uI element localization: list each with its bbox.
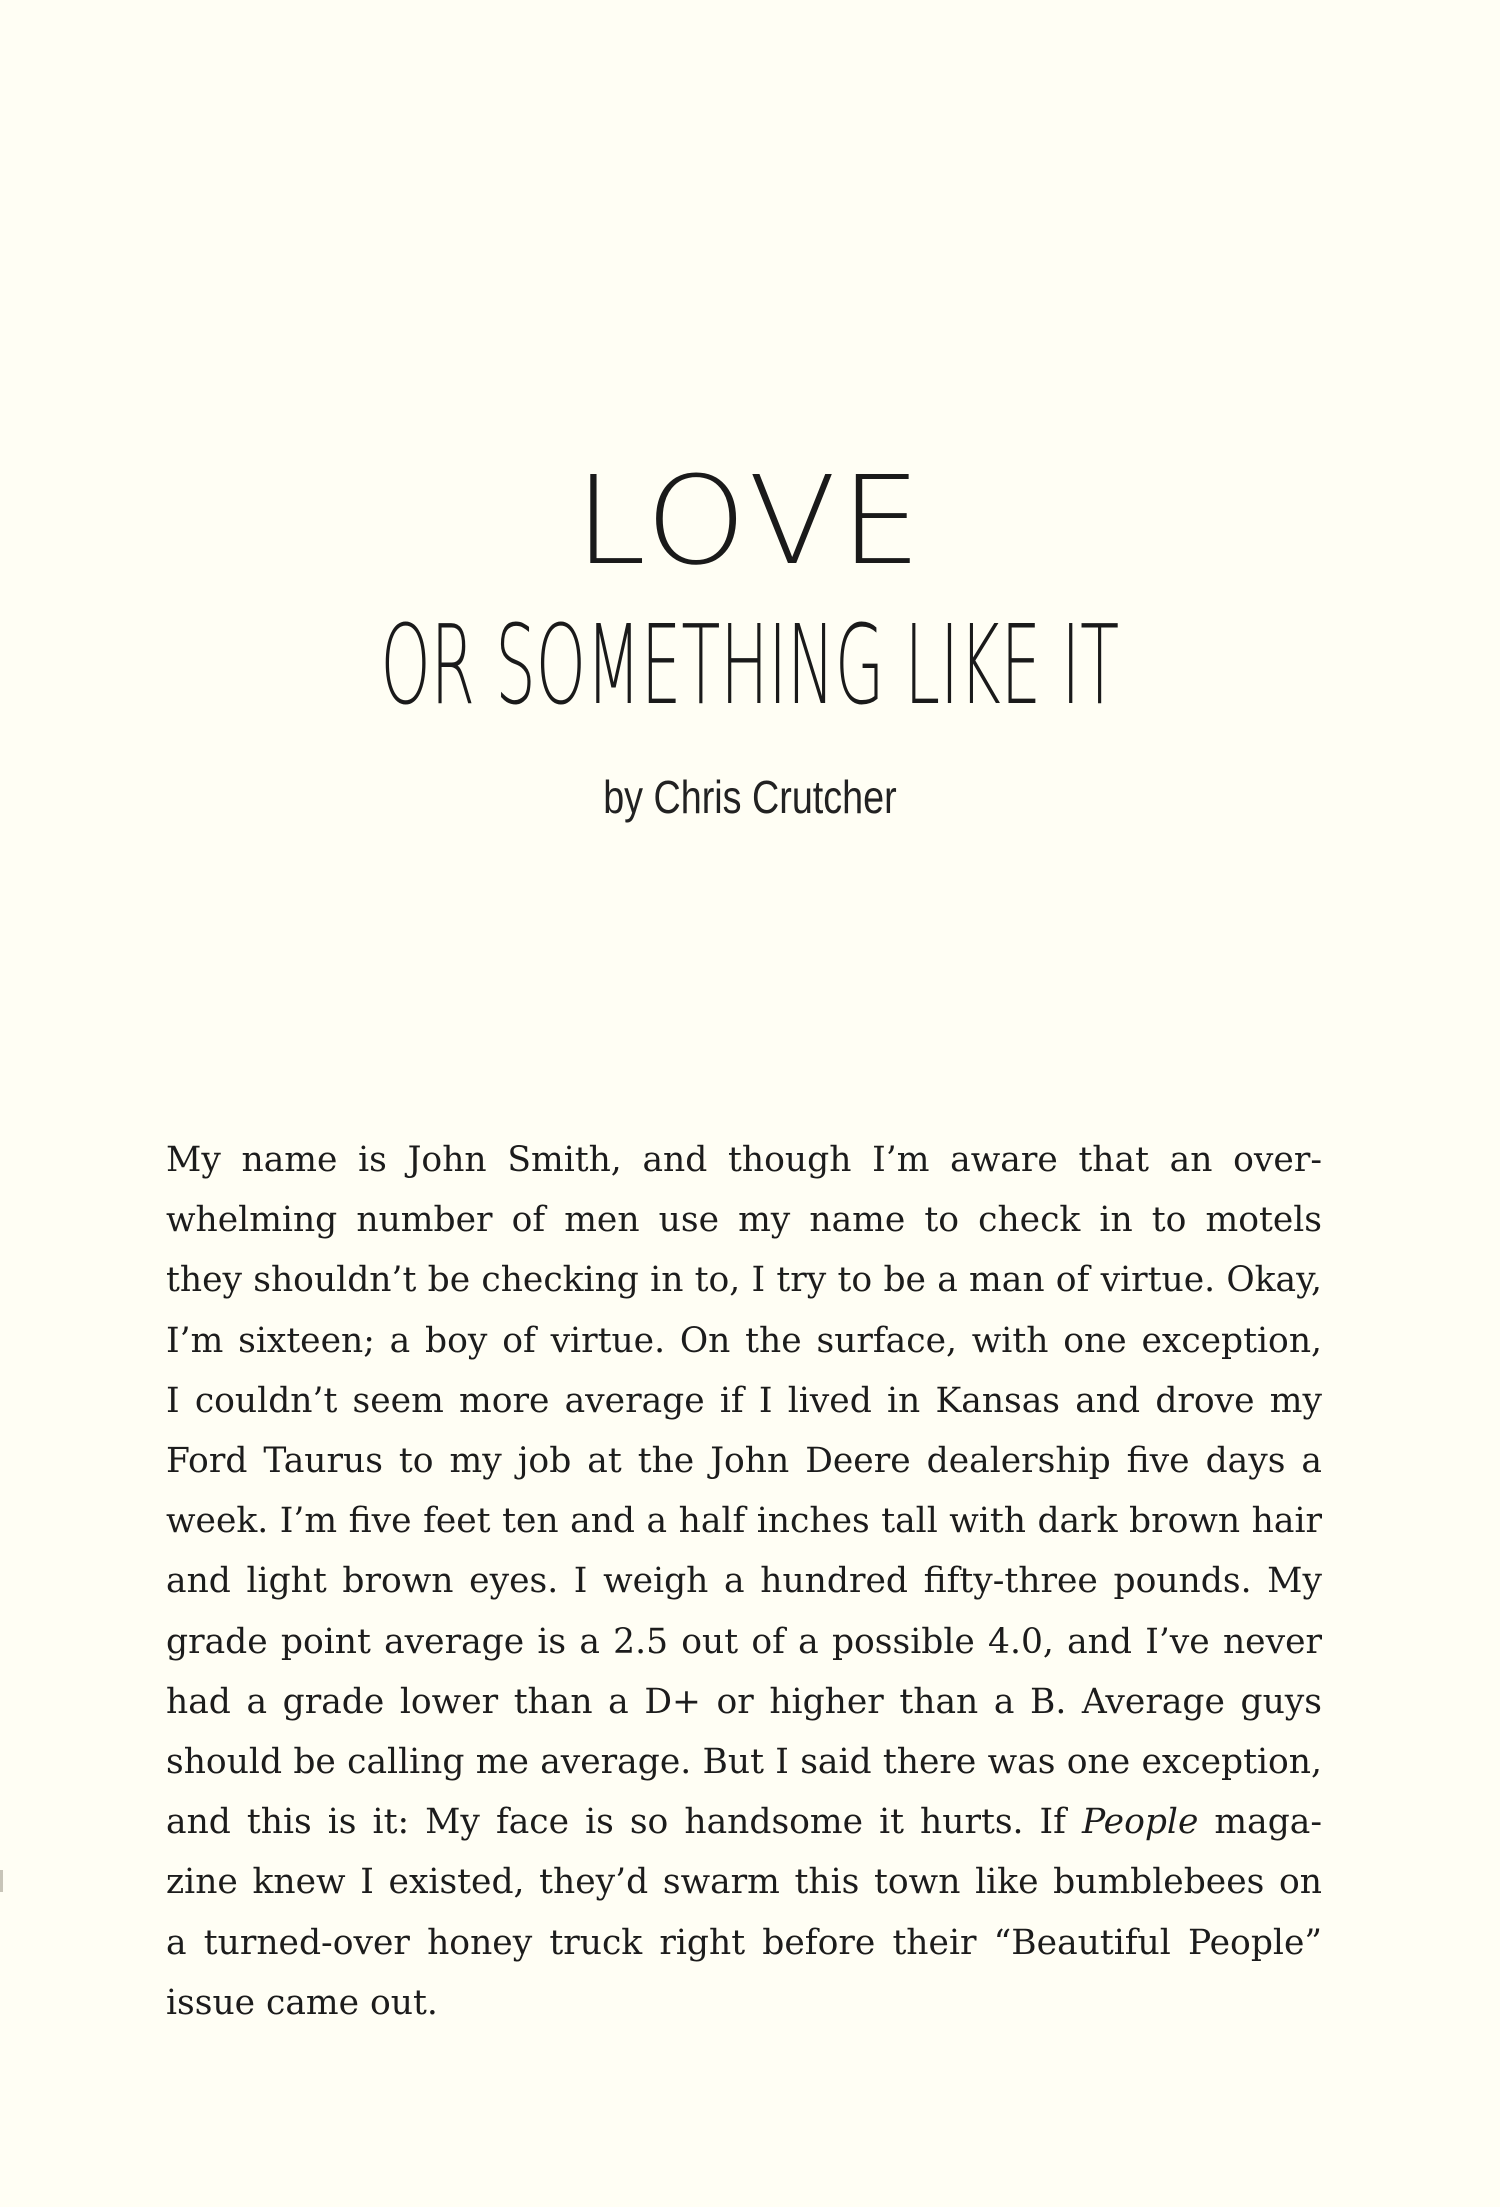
page-edge-mark [0, 1870, 3, 1892]
body-line: a turned-over honey truck right before their “Beautiful People” [166, 1922, 1322, 1963]
title-love-text: LOVE [574, 450, 926, 592]
author-byline [0, 770, 1500, 824]
body-line: had a grade lower than a D+ or higher than a B. Average guys [166, 1681, 1322, 1722]
body-line: My name is John Smith, and though I’m aware that an over- [166, 1140, 1322, 1180]
body-line: zine knew I existed, they’d swarm this town like bumblebees on [166, 1862, 1322, 1903]
body-line: grade point average is a 2.5 out of a possible 4.0, and I’ve never [166, 1621, 1322, 1662]
byline-text: by Chris Crutcher [603, 771, 897, 823]
title-line-love [574, 450, 926, 592]
body-line: whelming number of men use my name to check in to motels [166, 1200, 1322, 1241]
title-subtitle-text: OR SOMETHING LIKE IT [380, 601, 1120, 729]
body-line: I couldn’t seem more average if I lived in Kansas and drove my [166, 1380, 1322, 1421]
chapter-title [0, 450, 1500, 592]
body-line: Ford Taurus to my job at the John Deere dealership five days a [166, 1441, 1322, 1482]
body-line: should be calling me average. But I said there was one exception, [166, 1742, 1322, 1783]
italic-magazine-name: People [1081, 1802, 1199, 1843]
body-line: week. I’m five feet ten and a half inches tall with dark brown hair [166, 1501, 1322, 1542]
title-line-subtitle [0, 601, 1500, 729]
body-line-12-end: maga- [1198, 1802, 1323, 1843]
body-line-with-italic [166, 1792, 1322, 1852]
body-line: and light brown eyes. I weigh a hundred fifty-three pounds. My [166, 1561, 1322, 1602]
body-line-last: issue came out. [166, 1982, 438, 2023]
body-line-12-start: and this is it: My face is so handsome it hurts. If [166, 1802, 1082, 1843]
body-paragraph [166, 1130, 1322, 2033]
body-line: they shouldn’t be checking in to, I try to be a man of virtue. Okay, [166, 1260, 1322, 1301]
body-line: I’m sixteen; a boy of virtue. On the surface, with one exception, [166, 1320, 1322, 1361]
